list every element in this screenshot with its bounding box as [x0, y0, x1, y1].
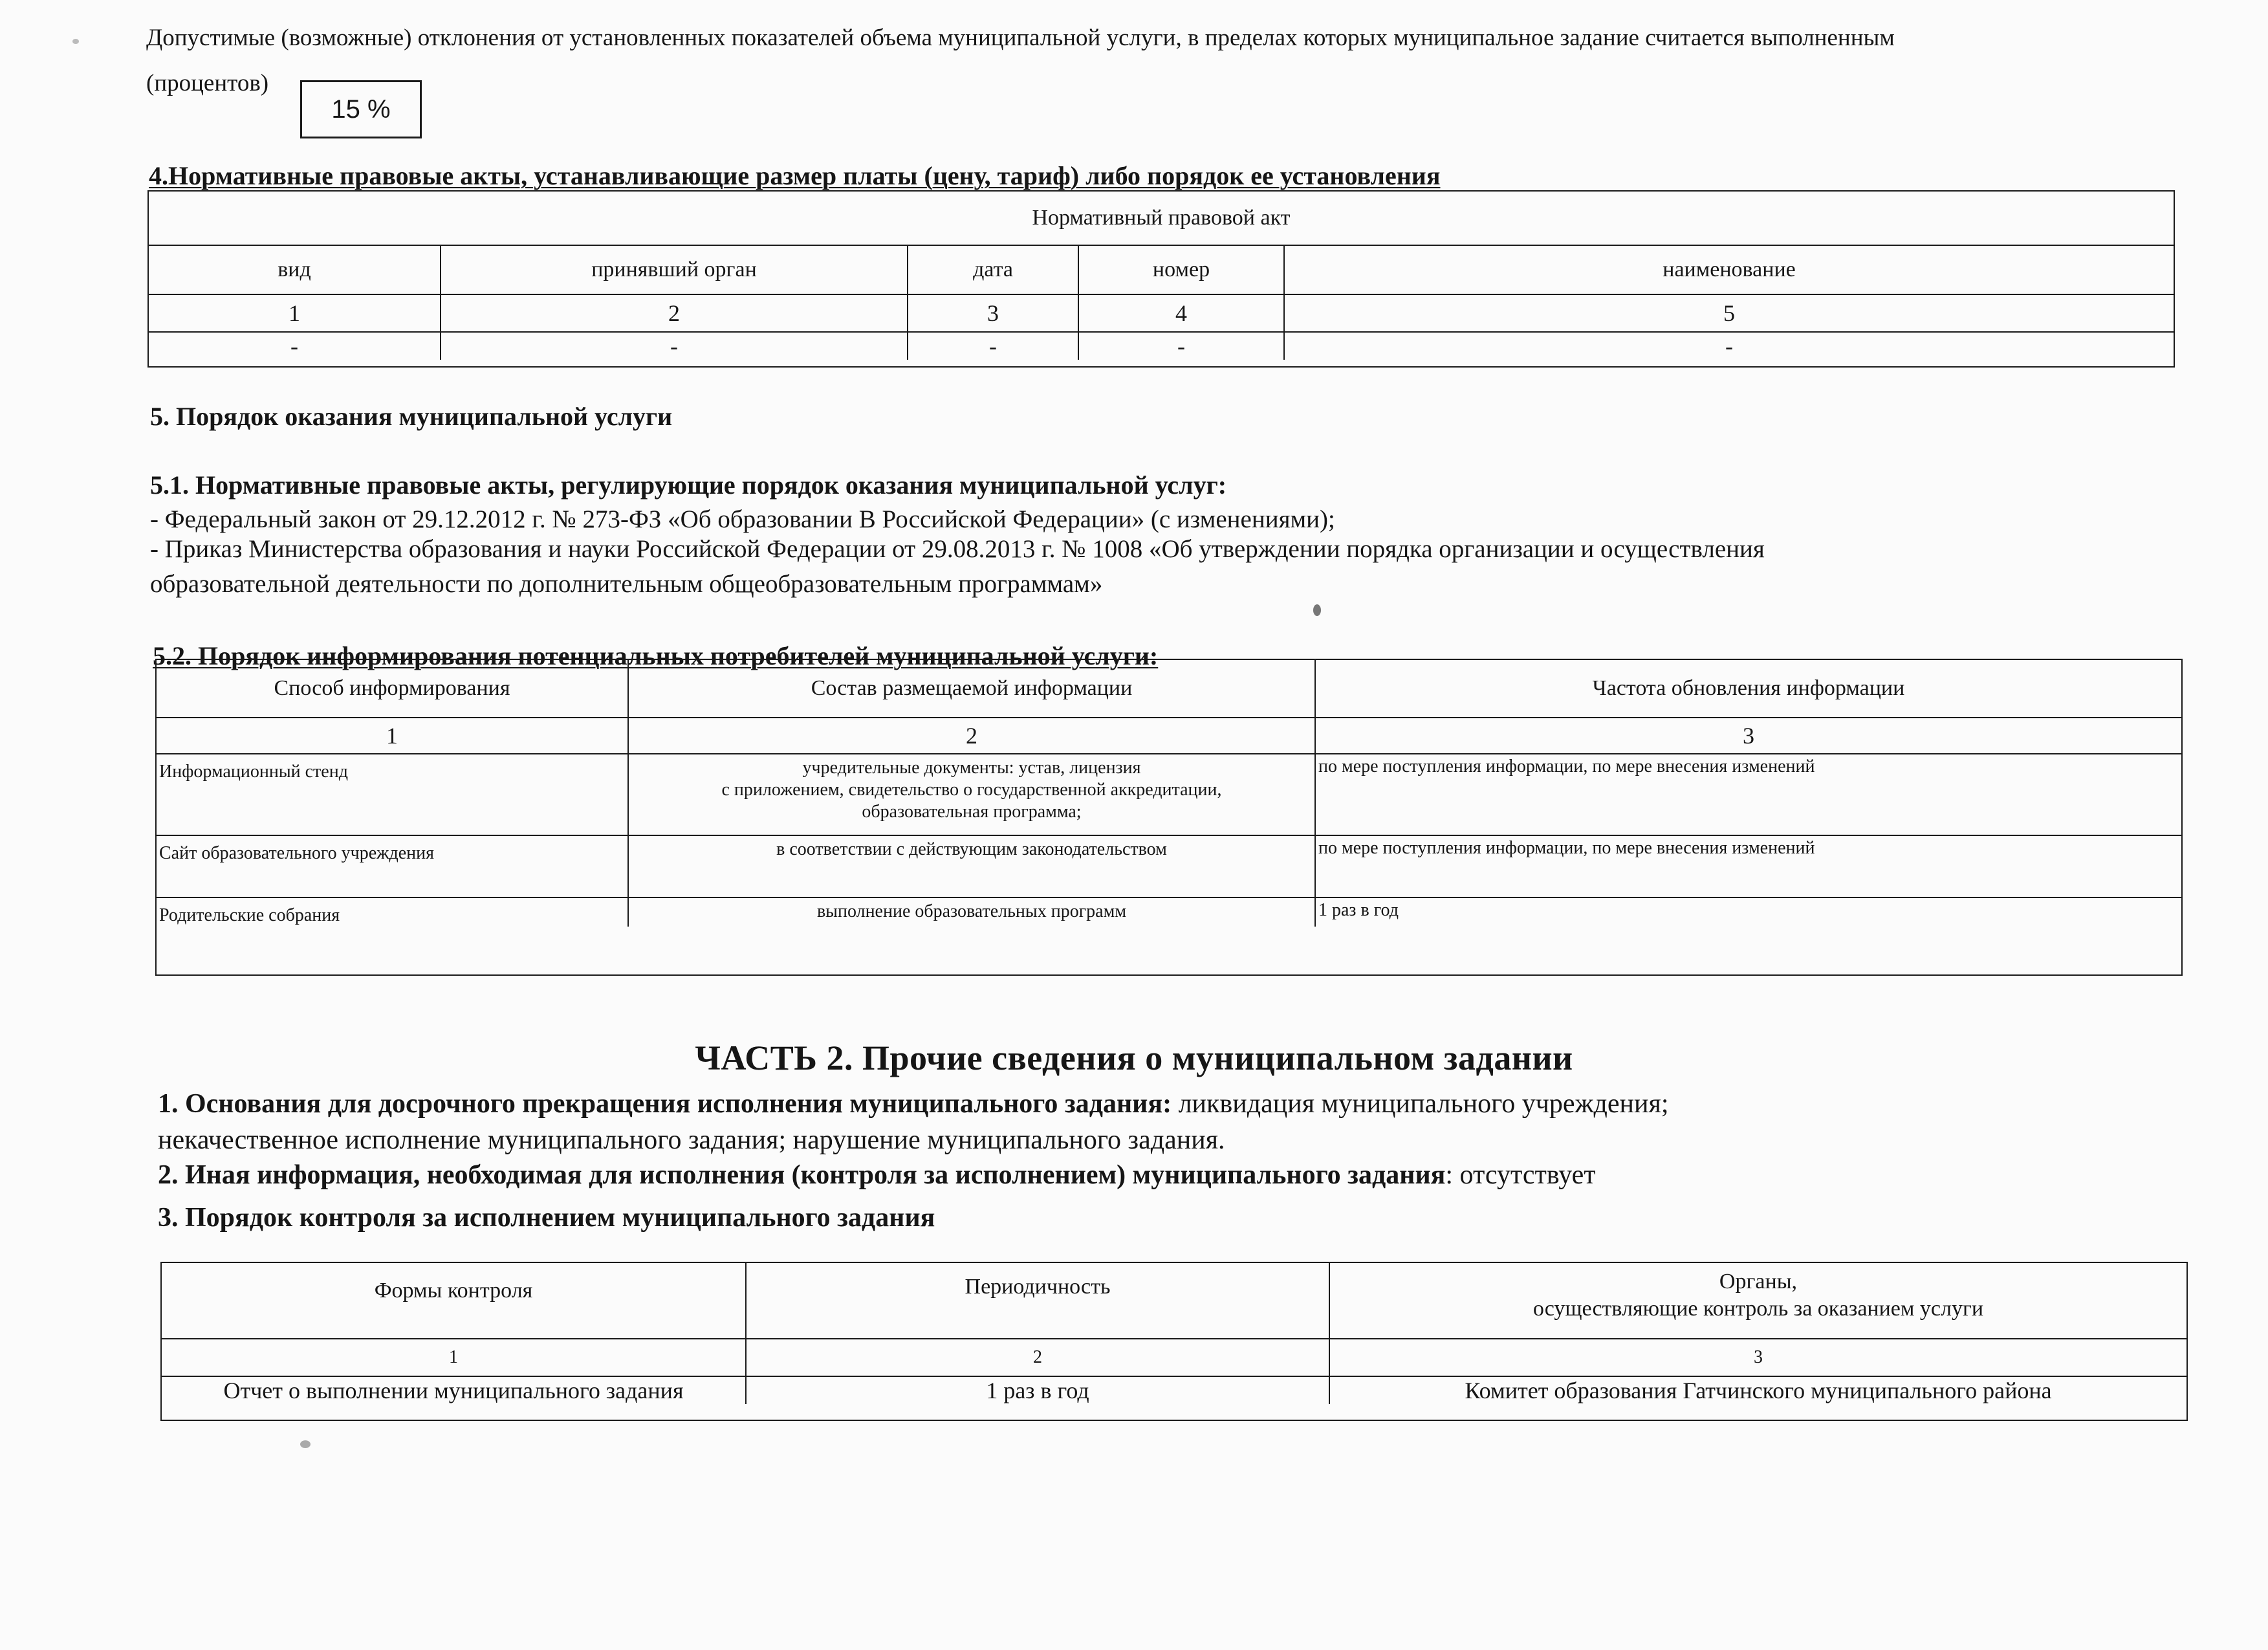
control-form: Отчет о выполнении муниципального задания — [162, 1377, 747, 1404]
part2-item1-bold: 1. Основания для досрочного прекращения исполнения муниципального задания: — [158, 1089, 1172, 1119]
info-frequency: по мере поступления информации, по мере внесения изменений — [1318, 756, 1815, 776]
control-organ: Комитет образования Гатчинского муниципального района — [1465, 1378, 2052, 1403]
info-content — [629, 754, 1316, 835]
table-cell: - — [441, 333, 908, 360]
info-frequency: по мере поступления информации, по мере внесения изменений — [1318, 838, 1815, 858]
col-number: 5 — [1723, 300, 1735, 326]
part2-item1-line2: некачественное исполнение муниципального задания; нарушение муниципального задания. — [158, 1125, 1225, 1155]
control-table — [160, 1262, 2188, 1421]
info-content-line: учредительные документы: устав, лицензия — [802, 758, 1141, 778]
part2-item2-text: : отсутствует — [1445, 1160, 1596, 1190]
section51-title: 5.1. Нормативные правовые акты, регулирующие порядок оказания муниципальной услуг: — [150, 470, 1227, 500]
section52-title: 5.2. Порядок информирования потенциальных потребителей муниципальной услуги: — [153, 641, 1159, 670]
info-frequency: 1 раз в год — [1318, 900, 1399, 920]
section4-title: 4.Нормативные правовые акты, устанавливающие размер платы (цену, тариф) либо порядок ее установления — [149, 161, 1441, 190]
col-number: 1 — [162, 1339, 747, 1376]
part2-item1-text: ликвидация муниципального учреждения; — [1172, 1089, 1669, 1119]
col-number: 3 — [908, 295, 1079, 331]
table-row — [157, 836, 2181, 898]
col-header-date: дата — [908, 246, 1079, 294]
col-number: 4 — [1079, 295, 1285, 331]
deviation-text-line1: Допустимые (возможные) отклонения от установленных показателей объема муниципальной услуги, в пределах которых муниципальное задание считается выполненным — [146, 25, 1895, 51]
col-header-organs-line: осуществляющие контроль за оказанием услуги — [1532, 1297, 1984, 1321]
part2-item3: 3. Порядок контроля за исполнением муниципального задания — [158, 1203, 935, 1233]
scan-speck — [72, 39, 79, 44]
section5-title: 5. Порядок оказания муниципальной услуги — [150, 402, 673, 431]
section51-line3: образовательной деятельности по дополнительным общеобразовательным программам» — [150, 570, 1103, 598]
table-row — [157, 898, 2181, 927]
legal-acts-table-header: Нормативный правовой акт — [1032, 206, 1291, 230]
scan-speck — [300, 1440, 311, 1448]
info-method: Родительские собрания — [157, 898, 629, 927]
info-method: Сайт образовательного учреждения — [157, 836, 629, 897]
table-row — [157, 754, 2181, 836]
info-method: Информационный стенд — [157, 754, 629, 835]
legal-acts-table — [147, 190, 2175, 368]
scan-speck — [1313, 604, 1321, 616]
control-periodicity: 1 раз в год — [747, 1377, 1330, 1404]
col-header-method: Способ информирования — [157, 660, 629, 717]
section51-line1: - Федеральный закон от 29.12.2012 г. № 273-ФЗ «Об образовании В Российской Федерации» (с изменениями); — [150, 505, 1335, 533]
table-cell: - — [1725, 333, 1733, 359]
col-number: 2 — [629, 718, 1316, 753]
col-number: 1 — [157, 718, 629, 753]
col-header-type: вид — [149, 246, 441, 294]
info-table — [155, 659, 2183, 976]
section51-line2: - Приказ Министерства образования и науки Российской Федерации от 29.08.2013 г. № 1008 «Об утверждении порядка организации и осуществления — [150, 535, 1765, 563]
col-header-organs-line: Органы, — [1719, 1270, 1798, 1293]
deviation-value: 15 % — [331, 94, 391, 124]
info-content: выполнение образовательных программ — [629, 898, 1316, 927]
col-header-name: наименование — [1663, 258, 1796, 281]
col-header-authority: принявший орган — [441, 246, 908, 294]
part2-title: ЧАСТЬ 2. Прочие сведения о муниципальном задании — [695, 1039, 1573, 1077]
table-cell: - — [908, 333, 1079, 360]
col-header-forms: Формы контроля — [162, 1263, 747, 1338]
col-header-organs — [1330, 1263, 2186, 1338]
table-cell: - — [149, 333, 441, 360]
deviation-text-line2: (процентов) — [146, 70, 269, 96]
col-number: 3 — [1754, 1347, 1763, 1367]
info-content-line: с приложением, свидетельство о государственной аккредитации, — [721, 780, 1222, 800]
info-content-line: образовательная программа; — [862, 802, 1082, 822]
info-content: в соответствии с действующим законодательством — [629, 836, 1316, 897]
deviation-value-box — [300, 80, 422, 138]
col-number: 3 — [1743, 723, 1754, 749]
col-number: 2 — [441, 295, 908, 331]
col-header-frequency: Частота обновления информации — [1592, 676, 1905, 700]
part2-item2-bold: 2. Иная информация, необходимая для исполнения (контроля за исполнением) муниципального задания — [158, 1160, 1446, 1190]
col-header-number: номер — [1079, 246, 1285, 294]
table-cell: - — [1079, 333, 1285, 360]
col-number: 1 — [149, 295, 441, 331]
col-header-periodicity: Периодичность — [747, 1263, 1330, 1338]
part2-item1 — [158, 1087, 1669, 1121]
col-header-content: Состав размещаемой информации — [629, 660, 1316, 717]
part2-item2 — [158, 1158, 1596, 1192]
table-row — [162, 1377, 2186, 1404]
col-number: 2 — [747, 1339, 1330, 1376]
